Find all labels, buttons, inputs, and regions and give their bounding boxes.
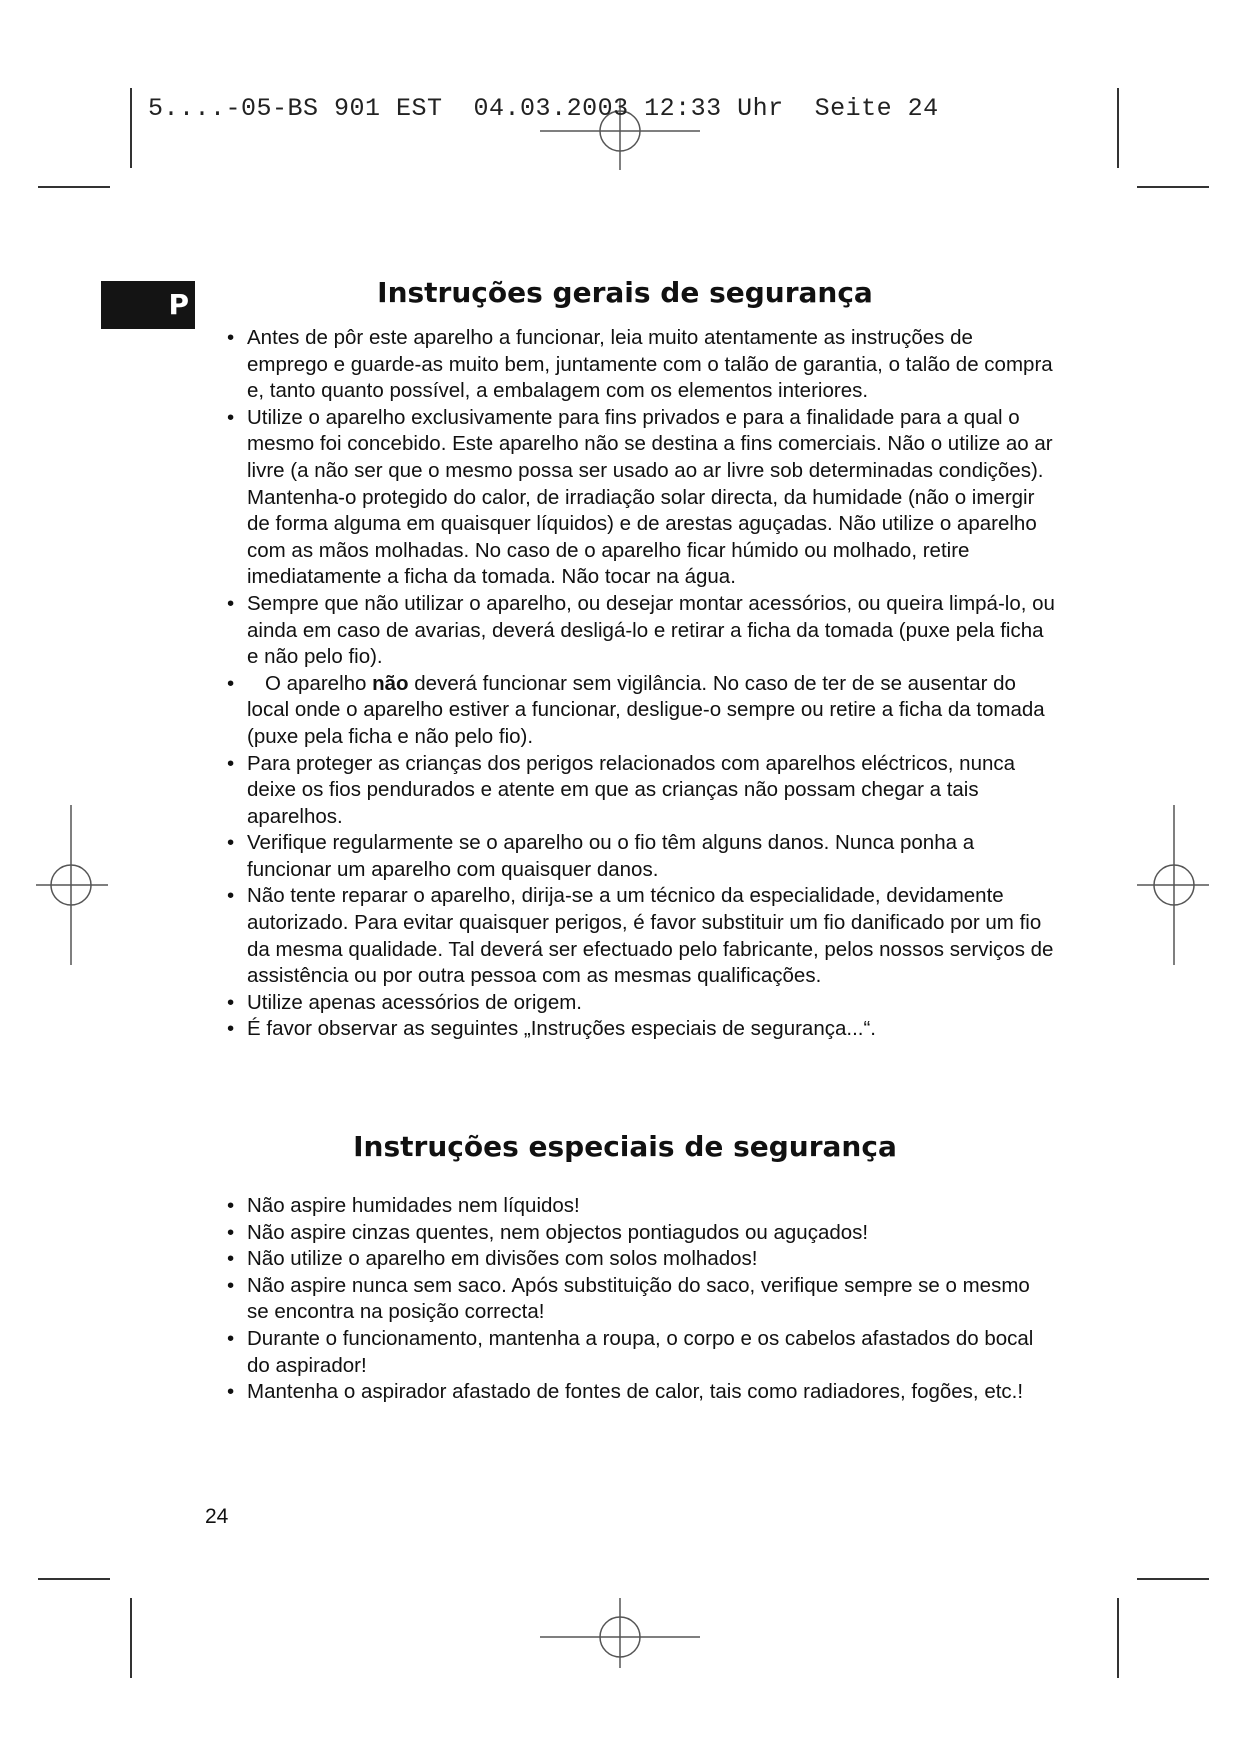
list-item: • Utilize o aparelho exclusivamente para fins privados e para a finalidade para a qual o mesmo foi concebido. Este aparelho não se destina a fins comerciais. Não o utilize ao ar livre (a não ser que o mesmo possa ser usado ao ar livre sob determinadas condições). Mantenha-o protegido do calor, de irradiação solar directa, da humidade (não o imergir de forma alguma em quaisquer líquidos) e de arestas aguçadas. Não utilize o aparelho com as mãos molhadas. No caso de o aparelho ficar húmido ou molhado, retire imediatamente a ficha da tomada. Não tocar na água. bbox=[227, 405, 1053, 589]
emphasis-nao: não bbox=[372, 671, 409, 695]
list-item: • Antes de pôr este aparelho a funcionar, leia muito atentamente as instruções de emprego e guarde-as muito bem, juntamente com o talão de garantia, o talão de compra e, tanto quanto possível, a embalagem com os elementos interiores. bbox=[227, 326, 1053, 403]
page-number: 24 bbox=[205, 1505, 229, 1528]
crop-mark-top-left-horizontal bbox=[38, 186, 110, 188]
special-safety-heading: Instruções especiais de segurança bbox=[353, 1130, 897, 1163]
crop-mark-top-left-vertical bbox=[130, 88, 132, 168]
list-item: • Sempre que não utilizar o aparelho, ou desejar montar acessórios, ou queira limpá-lo, ou ainda em caso de avarias, deverá desligá-lo e retirar a ficha da tomada (puxe pela ficha e não pelo fio). bbox=[227, 591, 1055, 669]
language-tab: P bbox=[101, 281, 195, 329]
list-item: • É favor observar as seguintes „Instruções especiais de segurança...“. bbox=[227, 1017, 876, 1041]
crop-mark-bottom-right-vertical bbox=[1117, 1598, 1119, 1678]
list-item: • Não aspire nunca sem saco. Após substituição do saco, verifique sempre se o mesmo se encontra na posição correcta! bbox=[227, 1273, 1030, 1324]
crop-mark-bottom-left-horizontal bbox=[38, 1578, 110, 1580]
list-item: • Durante o funcionamento, mantenha a roupa, o corpo e os cabelos afastados do bocal do aspirador! bbox=[227, 1326, 1034, 1377]
crop-mark-bottom-right-horizontal bbox=[1137, 1578, 1209, 1580]
list-item: • Para proteger as crianças dos perigos relacionados com aparelhos eléctricos, nunca deixe os fios pendurados e atente em que as crianças não possam chegar a tais aparelhos. bbox=[227, 751, 1016, 828]
list-item: • Verifique regularmente se o aparelho ou o fio têm alguns danos. Nunca ponha a funcionar um aparelho com quaisquer danos. bbox=[227, 831, 975, 881]
registration-mark-left-icon bbox=[36, 805, 108, 965]
crop-mark-top-right-vertical bbox=[1117, 88, 1119, 168]
general-safety-list bbox=[205, 325, 1055, 1043]
crop-mark-bottom-left-vertical bbox=[130, 1598, 132, 1678]
crop-mark-top-right-horizontal bbox=[1137, 186, 1209, 188]
list-item: • Não utilize o aparelho em divisões com solos molhados! bbox=[227, 1247, 758, 1271]
list-item: • Utilize apenas acessórios de origem. bbox=[227, 990, 582, 1014]
list-item: • Não tente reparar o aparelho, dirija-se a um técnico da especialidade, devidamente autorizado. Para evitar quaisquer perigos, é favor substituir um fio danificado por um fio da mesma qualidade. Tal deverá ser efectuado pelo fabricante, pelos nossos serviços de assistência ou por outra pessoa com as mesmas qualificações. bbox=[227, 884, 1054, 988]
list-item: • O aparelho não deverá funcionar sem vigilância. No caso de ter de se ausentar do local onde o aparelho estiver a funcionar, desligue-o sempre ou retire a ficha da tomada (puxe pela ficha e não pelo fio). bbox=[227, 671, 1045, 748]
list-item: • Não aspire humidades nem líquidos! bbox=[227, 1194, 580, 1217]
list-item: • Mantenha o aspirador afastado de fontes de calor, tais como radiadores, fogões, etc.! bbox=[227, 1380, 1024, 1404]
print-slug: 5....-05-BS 901 EST 04.03.2003 12:33 Uhr Seite 24 bbox=[148, 94, 939, 123]
special-safety-list bbox=[205, 1193, 1055, 1406]
registration-mark-right-icon bbox=[1137, 805, 1209, 965]
general-safety-heading: Instruções gerais de segurança bbox=[377, 276, 873, 309]
list-item: • Não aspire cinzas quentes, nem objectos pontiagudos ou aguçados! bbox=[227, 1220, 869, 1244]
registration-mark-bottom-icon bbox=[540, 1598, 700, 1668]
